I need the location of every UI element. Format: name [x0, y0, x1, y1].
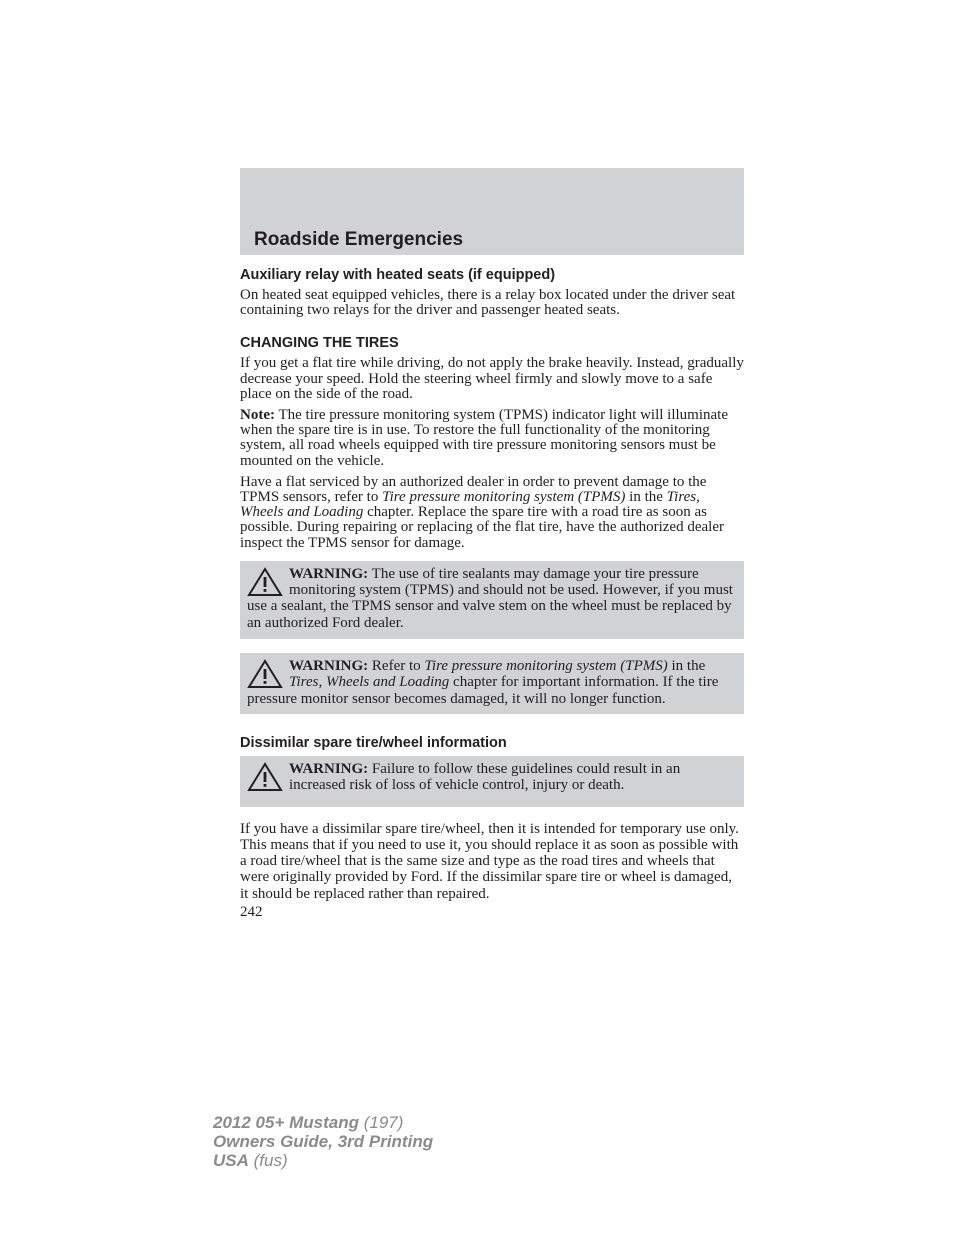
- warning-triangle-icon: [247, 567, 283, 597]
- p3-text-a: Have a flat serviced by an authorized dealer in order to prevent damage to the TPMS sensors, refer to: [240, 473, 707, 506]
- warning-text: Failure to follow these guidelines could result in an increased risk of loss of vehicle control, injury or death.: [289, 760, 681, 794]
- dissimilar-spare-text: If you have a dissimilar spare tire/wheel, then it is intended for temporary use only. This means that if you need to use it, you should replace it as soon as possible with a road tire/wheel that is the same size and type as the road tires and wheels that were originally provided by Ford. If the dissimilar spare tire or wheel is damaged, it should be replaced rather than repaired.: [240, 820, 739, 902]
- p3-ref-chapter: Tires, Wheels and Loading: [240, 489, 700, 521]
- warning-text: The use of tire sealants may damage your tire pressure monitoring system (TPMS) and should not be used. However, if you must use a sealant, the TPMS sensor and valve stem on the wheel must be replaced by an authorized Ford dealer.: [247, 565, 733, 631]
- warning-label: WARNING:: [289, 760, 369, 777]
- tires-note-paragraph: [240, 408, 744, 469]
- footer-line-1: [213, 1113, 433, 1132]
- warning-text-c: chapter for important information. If the tire pressure monitor sensor becomes damaged, it will no longer function.: [247, 674, 719, 707]
- aux-relay-text: On heated seat equipped vehicles, there is a relay box located under the driver seat containing two relays for the driver and passenger heated seats.: [240, 287, 736, 319]
- warning-ref-chapter: Tires, Wheels and Loading: [289, 674, 450, 691]
- warning-text-b: in the: [667, 658, 706, 675]
- changing-tires-heading: CHANGING THE TIRES: [240, 335, 399, 352]
- warning-box-guidelines: [240, 756, 744, 807]
- tires-paragraph-3: [240, 475, 744, 551]
- aux-relay-heading: Auxiliary relay with heated seats (if equipped): [240, 267, 556, 283]
- footer-guide: Owners Guide, 3rd Printing: [213, 1132, 434, 1151]
- section-title: Roadside Emergencies: [254, 229, 464, 250]
- page-content: [240, 266, 744, 921]
- warning-label: WARNING:: [289, 658, 369, 675]
- footer-line-3: [213, 1151, 433, 1170]
- footer-market: USA: [213, 1151, 249, 1170]
- note-text: The tire pressure monitoring system (TPMS) indicator light will illuminate when the spare tire is in use. To restore the full functionality of the monitoring system, all road wheels equipped with tire pressure monitoring sensors must be mounted on the vehicle.: [240, 407, 728, 469]
- warning-ref-tpms: Tire pressure monitoring system (TPMS): [424, 658, 668, 675]
- footer-model-code: (197): [359, 1113, 404, 1132]
- warning-label: WARNING:: [289, 565, 369, 582]
- warning-box-tpms-ref: [240, 653, 744, 714]
- dissimilar-spare-heading: Dissimilar spare tire/wheel information: [240, 734, 507, 751]
- warning-triangle-icon: [247, 762, 283, 792]
- warning-text-a: Refer to: [368, 658, 425, 675]
- p3-ref-tpms: Tire pressure monitoring system (TPMS): [382, 489, 626, 506]
- footer-line-2: [213, 1132, 433, 1151]
- page-number: 242: [240, 904, 263, 920]
- footer-model: 2012 05+ Mustang: [213, 1113, 359, 1132]
- note-label: Note:: [240, 407, 275, 424]
- p3-text-b: in the: [625, 489, 667, 506]
- document-footer: [213, 1113, 433, 1170]
- footer-market-code: (fus): [248, 1151, 288, 1170]
- warning-triangle-icon: [247, 659, 283, 689]
- section-header-band: [240, 168, 744, 255]
- tires-paragraph-1: If you get a flat tire while driving, do not apply the brake heavily. Instead, gradually decrease your speed. Hold the steering wheel firmly and slowly move to a safe place on the side of the road.: [240, 355, 744, 402]
- p3-text-c: chapter. Replace the spare tire with a road tire as soon as possible. During repairing or replacing of the flat tire, have the authorized dealer inspect the TPMS sensor for damage.: [240, 504, 724, 551]
- warning-box-sealants: [240, 561, 744, 639]
